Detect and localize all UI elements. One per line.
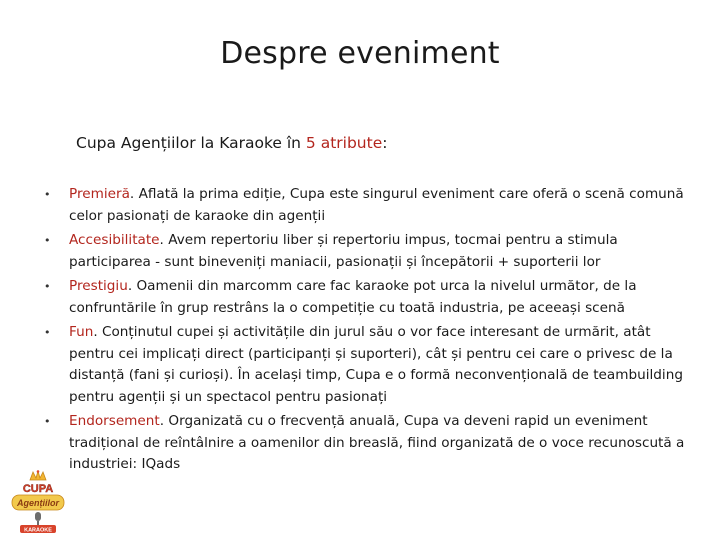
list-item bbox=[44, 322, 700, 408]
slide-title: Despre eveniment bbox=[220, 36, 500, 71]
bullet-icon: • bbox=[44, 234, 51, 247]
bullet-icon: • bbox=[44, 326, 51, 339]
attribute-term: Accesibilitate bbox=[69, 232, 160, 248]
list-item bbox=[44, 276, 700, 319]
intro-prefix: Cupa Agențiilor la Karaoke în bbox=[76, 134, 306, 152]
bullet-icon: • bbox=[44, 280, 51, 293]
attribute-term: Endorsement bbox=[69, 413, 160, 429]
attribute-text: . Organizată cu o frecvență anuală, Cupa va deveni rapid un eveniment tradițional de reîntâlnire a oamenilor din breaslă, fiind organizată de o voce recunoscută a industriei: IQads bbox=[69, 413, 685, 472]
attribute-list bbox=[44, 184, 700, 479]
attribute-term: Fun bbox=[69, 324, 94, 340]
logo-line3: KARAOKE bbox=[24, 527, 52, 534]
logo-line2: Agențiilor bbox=[17, 498, 59, 508]
intro-accent: 5 atribute bbox=[305, 134, 383, 152]
attribute-term: Prestigiu bbox=[69, 278, 128, 294]
list-item bbox=[44, 230, 700, 273]
list-item bbox=[44, 184, 700, 227]
attribute-text: . Aflată la prima ediție, Cupa este singurul eveniment care oferă o scenă comună celor pasionați de karaoke din agenții bbox=[69, 186, 684, 224]
intro-line bbox=[76, 134, 676, 152]
bullet-icon: • bbox=[44, 188, 51, 201]
attribute-term: Premieră bbox=[69, 186, 130, 202]
attribute-text: . Conținutul cupei și activitățile din jurul său o vor face interesant de urmărit, atât pentru cei implicați direct (participanți și suporteri), cât și pentru cei care o privesc de la distanță (fani și curioși). În același timp, Cupa e o formă neconvențională de teambuilding pentru agenții și un spectacol pentru pasionați bbox=[69, 324, 683, 405]
attribute-text: . Oamenii din marcomm care fac karaoke pot urca la nivelul următor, de la confruntările în grup restrâns la o competiție cu toată industria, pe aceeași scenă bbox=[69, 278, 637, 316]
list-item bbox=[44, 411, 700, 476]
cupa-logo-icon bbox=[8, 470, 68, 534]
intro-suffix: : bbox=[382, 134, 388, 152]
attribute-text: . Avem repertoriu liber și repertoriu impus, tocmai pentru a stimula participarea - sunt bineveniți maniacii, pasionații și începătorii + suporterii lor bbox=[69, 232, 618, 270]
bullet-icon: • bbox=[44, 415, 51, 428]
logo-line1: CUPA bbox=[22, 483, 54, 495]
